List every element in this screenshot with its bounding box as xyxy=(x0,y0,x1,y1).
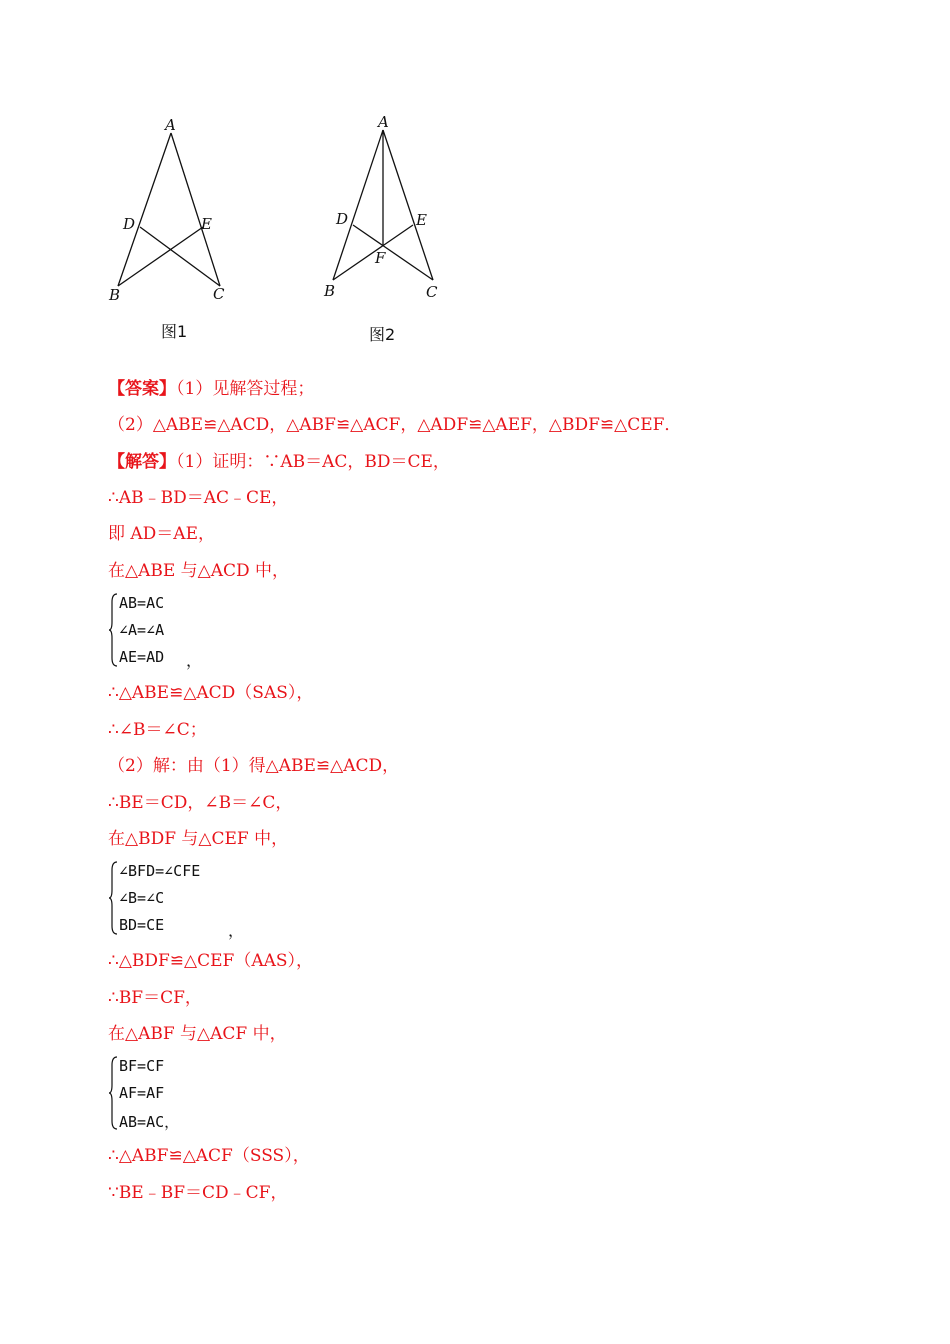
equation-system-2 xyxy=(108,860,268,940)
fig1-line-BE xyxy=(118,227,203,286)
fig2-line-AC xyxy=(383,130,433,280)
fig2-label-D: D xyxy=(336,210,349,228)
fig2-label-E: E xyxy=(416,211,427,229)
brace-icon xyxy=(108,592,118,668)
solution-line-9: 在△BDF 与△CEF 中， xyxy=(108,829,289,849)
sys2-row-2: ∠B=∠C xyxy=(119,889,165,907)
fig2-label-B: B xyxy=(324,282,336,300)
sys1-row-1: AB=AC xyxy=(119,594,165,612)
solution-line-8: ∴BE＝CD，∠B＝∠C， xyxy=(108,793,293,813)
solution-line-5: ∴△ABE≌△ACD（SAS）， xyxy=(108,683,314,703)
figures-area xyxy=(0,0,950,360)
solution-text-1: （1）证明：∵AB＝AC，BD＝CE， xyxy=(176,452,450,472)
fig1-label-E: E xyxy=(201,215,212,233)
fig1-caption: 图1 xyxy=(161,322,188,341)
fig1-line-AC xyxy=(171,133,220,286)
brace-icon xyxy=(108,1055,118,1131)
solution-line-11: ∴BF＝CF， xyxy=(108,988,202,1008)
equation-system-3 xyxy=(108,1055,228,1131)
sys3-row-1: BF=CF xyxy=(119,1057,165,1075)
sys1-tail: ， xyxy=(186,651,203,670)
answer-line-1 xyxy=(108,378,314,400)
fig1-line-AB xyxy=(118,133,171,286)
fig2-label-A: A xyxy=(378,113,389,131)
solution-line-7: （2）解：由（1）得△ABE≌△ACD， xyxy=(108,756,400,776)
sys3-row-3: AB=AC， xyxy=(119,1113,180,1131)
solution-line-10: ∴△BDF≌△CEF（AAS）， xyxy=(108,951,314,971)
sys1-row-2: ∠A=∠A xyxy=(119,621,165,639)
geometry-figures xyxy=(0,0,950,360)
sys3-row-2: AF=AF xyxy=(119,1084,165,1102)
equation-system-1 xyxy=(108,592,228,668)
fig1-label-A: A xyxy=(165,116,176,134)
solution-line-12: 在△ABF 与△ACF 中， xyxy=(108,1024,287,1044)
answer-label: 【答案】 xyxy=(108,379,176,399)
fig1-label-B: B xyxy=(109,286,121,304)
answer-line-2: （2）△ABE≌△ACD，△ABF≌△ACF，△ADF≌△AEF，△BDF≌△CEF． xyxy=(108,415,682,435)
solution-line-4: 在△ABE 与△ACD 中， xyxy=(108,561,290,581)
brace-icon xyxy=(108,860,118,936)
solution-line-1 xyxy=(108,451,450,473)
figure-1-diagram xyxy=(118,133,220,286)
fig2-line-CD xyxy=(353,225,433,280)
fig1-label-C: C xyxy=(213,285,225,303)
fig2-label-F: F xyxy=(375,249,386,267)
solution-line-3: 即 AD＝AE， xyxy=(108,524,215,544)
fig1-label-D: D xyxy=(123,215,136,233)
solution-line-6: ∴∠B＝∠C； xyxy=(108,720,207,740)
solution-line-13: ∴△ABF≌△ACF（SSS）， xyxy=(108,1146,310,1166)
solution-line-14: ∵BE﹣BF＝CD﹣CF， xyxy=(108,1183,288,1203)
solution-line-2: ∴AB﹣BD＝AC﹣CE， xyxy=(108,488,289,508)
fig2-caption: 图2 xyxy=(369,325,396,344)
answer-part1: （1）见解答过程； xyxy=(176,379,315,399)
sys1-row-3: AE=AD xyxy=(119,648,165,666)
fig1-line-CD xyxy=(140,227,220,286)
sys2-row-1: ∠BFD=∠CFE xyxy=(119,862,201,880)
sys2-row-3: BD=CE xyxy=(119,916,165,934)
fig2-line-BE xyxy=(333,225,413,280)
solution-label: 【解答】 xyxy=(108,452,176,472)
fig2-label-C: C xyxy=(426,283,438,301)
sys2-tail: ， xyxy=(228,921,245,940)
